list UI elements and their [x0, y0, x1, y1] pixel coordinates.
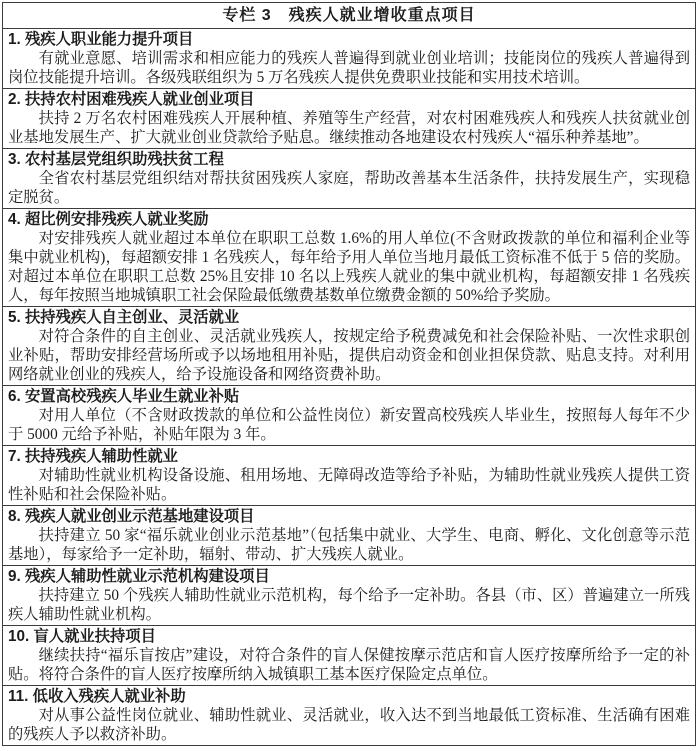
section-heading: 7. 扶持残疾人辅助性就业	[8, 448, 178, 465]
section-body: 有就业意愿、培训需求和相应能力的残疾人普遍得到就业创业培训；技能岗位的残疾人普遍得到岗位技能提升培训。各级残联组织为 5 万名残疾人提供免费职业技能和实用技术培训。	[8, 50, 690, 86]
section-body: 扶持建立 50 家“福乐就业创业示范基地”（包括集中就业、大学生、电商、孵化、文化创意等示范基地），每家给予一定补助，辐射、带动、扩大残疾人就业。	[8, 527, 690, 563]
section-row	[3, 686, 695, 745]
section-body: 扶持 2 万名农村困难残疾人开展种植、养殖等生产经营，对农村困难残疾人和残疾人扶贫就业创业基地发展生产、扩大就业创业贷款给予贴息。继续推动各地建设农村残疾人“福乐种养基地”。	[8, 110, 690, 146]
section-row	[3, 506, 695, 566]
section-body: 对用人单位（不含财政拨款的单位和公益性岗位）新安置高校残疾人毕业生，按照每人每年不少于 5000 元给予补贴，补贴年限为 3 年。	[8, 407, 690, 443]
section-row	[3, 566, 695, 626]
section-body: 全省农村基层党组织结对帮扶贫困残疾人家庭，帮助改善基本生活条件，扶持发展生产，实现稳定脱贫。	[8, 170, 690, 206]
section-body: 扶持建立 50 个残疾人辅助性就业示范机构，每个给予一定补助。各县（市、区）普遍建立一所残疾人辅助性就业机构。	[8, 587, 690, 623]
section-heading: 11. 低收入残疾人就业补助	[8, 688, 186, 705]
section-body: 继续扶持“福乐盲按店”建设，对符合条件的盲人保健按摩示范店和盲人医疗按摩所给予一定的补贴。将符合条件的盲人医疗按摩所纳入城镇职工基本医疗保险定点单位。	[8, 647, 690, 683]
section-row	[3, 307, 695, 386]
section-body: 对辅助性就业机构设备设施、租用场地、无障碍改造等给予补贴，为辅助性就业残疾人提供工资性补贴和社会保险补贴。	[8, 467, 690, 503]
section-body: 对符合条件的自主创业、灵活就业残疾人，按规定给予税费减免和社会保险补贴、一次性求职创业补贴，帮助安排经营场所或予以场地租用补贴，提供启动资金和创业担保贷款、贴息支持。对利用网络就业创业的残疾人，给予设施设备和网络资费补助。	[8, 328, 690, 383]
section-row	[3, 89, 695, 149]
section-heading: 5. 扶持残疾人自主创业、灵活就业	[8, 309, 240, 326]
section-row	[3, 209, 695, 307]
section-body: 对从事公益性岗位就业、辅助性就业、灵活就业，收入达不到当地最低工资标准、生活确有困难的残疾人予以救济补助。	[8, 707, 690, 743]
highlight-panel	[2, 2, 696, 746]
section-body: 对安排残疾人就业超过本单位在职职工总数 1.6%的用人单位(不含财政拨款的单位和福利企业等集中就业机构)，每超额安排 1 名残疾人，每年给予用人单位当地月最低工资标准不低于 5 倍的奖励。对超过本单位在职职工总数 25%且安排 10 名以上残疾人就业的集中就业机构，每超额安排 1 名残疾人，每年按照当地城镇职工社会保险最低缴费基数单位缴费金额的 50%给予奖励。	[8, 230, 690, 304]
panel-title: 专栏 3 残疾人就业增收重点项目	[3, 3, 695, 29]
section-heading: 9. 残疾人辅助性就业示范机构建设项目	[8, 568, 270, 585]
section-heading: 2. 扶持农村困难残疾人就业创业项目	[8, 91, 255, 108]
section-heading: 10. 盲人就业扶持项目	[8, 628, 156, 645]
section-heading: 8. 残疾人就业创业示范基地建设项目	[8, 508, 255, 525]
section-row	[3, 29, 695, 89]
section-heading: 1. 残疾人职业能力提升项目	[8, 31, 194, 48]
section-row	[3, 149, 695, 209]
section-heading: 6. 安置高校残疾人毕业生就业补贴	[8, 388, 240, 405]
section-heading: 4. 超比例安排残疾人就业奖励	[8, 211, 209, 228]
section-row	[3, 626, 695, 686]
section-row	[3, 386, 695, 446]
section-heading: 3. 农村基层党组织助残扶贫工程	[8, 151, 224, 168]
section-row	[3, 446, 695, 506]
